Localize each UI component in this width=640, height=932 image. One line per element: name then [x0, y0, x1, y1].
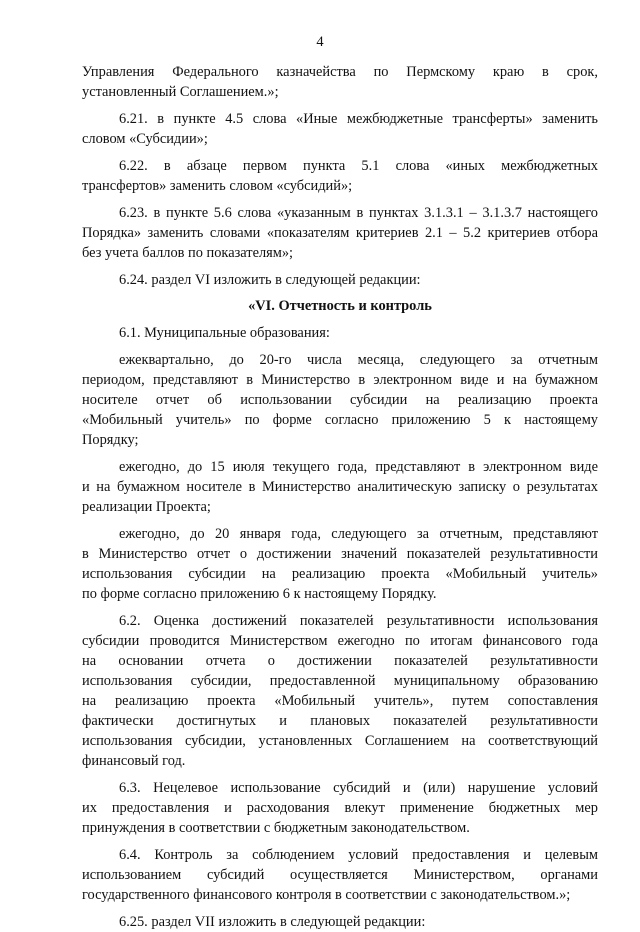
text-line: фактически достигнутых и плановых показателей результативности — [82, 713, 598, 729]
text-line: носителе отчет об использовании субсидии на реализацию проекта — [82, 392, 598, 408]
paragraph-gap — [82, 196, 598, 203]
text-line: 6.22. в абзаце первом пункта 5.1 слова «иных межбюджетных — [119, 158, 598, 174]
text-line: по форме согласно приложению 6 к настоящему Порядку. — [82, 586, 437, 602]
text-line: 6.3. Нецелевое использование субсидий и (или) нарушение условий — [119, 780, 598, 796]
paragraph-gap — [82, 838, 598, 845]
text-line: в Министерство отчет о достижении значений показателей результативности — [82, 546, 598, 562]
text-line: субсидии проводится Министерством ежегодно по итогам финансового года — [82, 633, 598, 649]
text-line: использования субсидии, установленных Соглашением на соответствующий — [82, 733, 598, 749]
text-line: ежегодно, до 15 июля текущего года, представляют в электронном виде — [119, 459, 598, 475]
paragraph-gap — [82, 771, 598, 778]
paragraph — [82, 156, 598, 196]
text-line: 6.23. в пункте 5.6 слова «указанным в пунктах 3.1.3.1 – 3.1.3.7 настоящего — [119, 205, 598, 221]
paragraph — [82, 270, 598, 290]
paragraph — [82, 323, 598, 343]
paragraph — [82, 203, 598, 263]
section-heading: «VI. Отчетность и контроль — [248, 298, 432, 314]
paragraph-gap — [82, 263, 598, 270]
text-line: и на бумажном носителе в Министерство аналитическую записку о результатах — [82, 479, 598, 495]
text-line: их предоставления и расходования влекут применение бюджетных мер — [82, 800, 598, 816]
text-line: использованием субсидий осуществляется Министерством, органами — [82, 867, 598, 883]
paragraph — [82, 611, 598, 771]
text-line: ежеквартально, до 20-го числа месяца, следующего за отчетным — [119, 352, 598, 368]
text-line: установленный Соглашением.»; — [82, 84, 279, 100]
text-line: 6.1. Муниципальные образования: — [119, 325, 330, 341]
text-line: 6.21. в пункте 4.5 слова «Иные межбюджетные трансферты» заменить — [119, 111, 598, 127]
paragraph-gap — [82, 149, 598, 156]
text-line: принуждения в соответствии с бюджетным законодательством. — [82, 820, 470, 836]
document-body — [82, 62, 598, 932]
paragraph — [82, 62, 598, 102]
text-line: «Мобильный учитель» по форме согласно приложению 5 к настоящему — [82, 412, 598, 428]
text-line: Управления Федерального казначейства по Пермскому краю в срок, — [82, 64, 598, 80]
text-line: на реализацию проекта «Мобильный учитель», путем сопоставления — [82, 693, 598, 709]
paragraph — [82, 778, 598, 838]
paragraph-gap — [82, 102, 598, 109]
paragraph — [82, 350, 598, 450]
text-line: использования субсидии, предоставленной муниципальному образованию — [82, 673, 598, 689]
text-line: ежегодно, до 20 января года, следующего за отчетным, представляют — [119, 526, 598, 542]
text-line: 6.4. Контроль за соблюдением условий предоставления и целевым — [119, 847, 598, 863]
text-line: реализации Проекта; — [82, 499, 211, 515]
text-line: трансфертов» заменить словом «субсидий»; — [82, 178, 353, 194]
text-line: использования субсидии на реализацию проекта «Мобильный учитель» — [82, 566, 598, 582]
paragraph-gap — [82, 343, 598, 350]
text-line: без учета баллов по показателям»; — [82, 245, 294, 261]
paragraph-gap — [82, 517, 598, 524]
text-line: Порядка» заменить словами «показателям критериев 2.1 – 5.2 критериев отбора — [82, 225, 598, 241]
paragraph — [82, 912, 598, 932]
paragraph — [82, 109, 598, 149]
paragraph-gap — [82, 604, 598, 611]
text-line: периодом, представляют в Министерство в электронном виде и на бумажном — [82, 372, 598, 388]
paragraph — [82, 845, 598, 905]
text-line: словом «Субсидии»; — [82, 131, 208, 147]
page-number: 4 — [316, 34, 324, 50]
paragraph — [82, 524, 598, 604]
text-line: финансовый год. — [82, 753, 186, 769]
text-line: 6.2. Оценка достижений показателей результативности использования — [119, 613, 598, 629]
text-line: государственного финансового контроля в соответствии с законодательством.»; — [82, 887, 571, 903]
text-line: на основании отчета о достижении показателей результативности — [82, 653, 598, 669]
paragraph-gap — [82, 450, 598, 457]
text-line: Порядку; — [82, 432, 139, 448]
paragraph — [82, 457, 598, 517]
text-line: 6.24. раздел VI изложить в следующей редакции: — [119, 272, 421, 288]
paragraph-gap — [82, 905, 598, 912]
text-line: 6.25. раздел VII изложить в следующей редакции: — [119, 914, 426, 930]
